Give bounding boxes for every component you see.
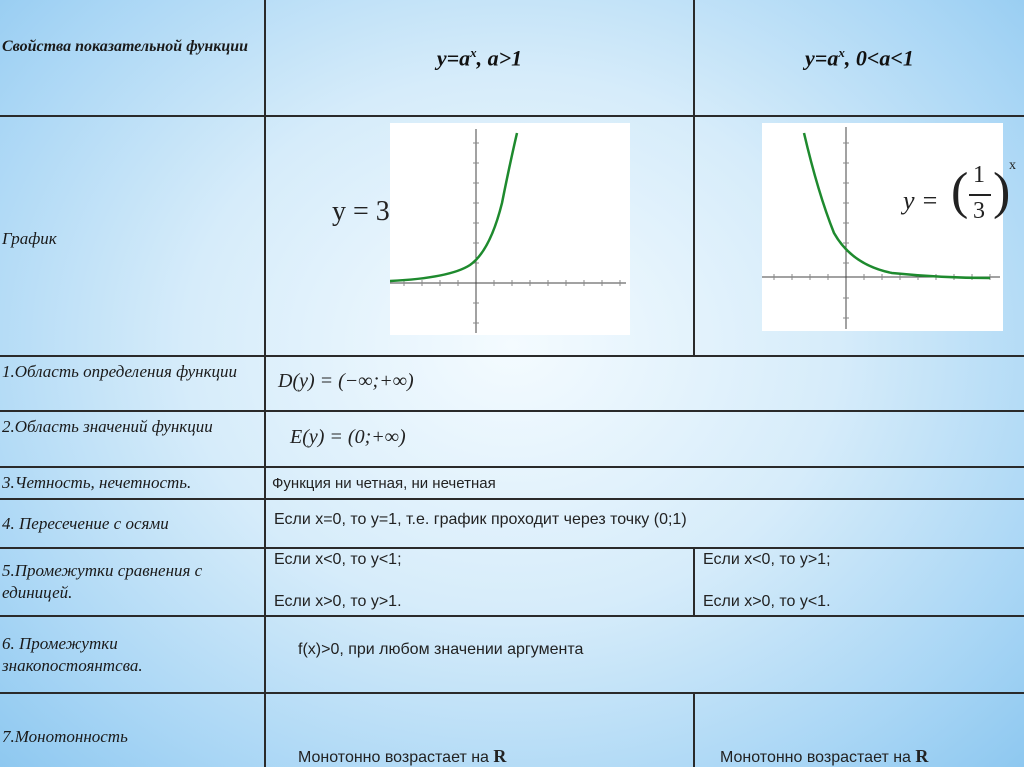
right-graph-formula-bar — [969, 194, 991, 196]
header-col3-exp: x — [838, 45, 845, 60]
row-sign-label: 6. Промежутки знакопостоянтсва. — [2, 634, 143, 675]
growing-curve — [390, 133, 517, 281]
right-graph-formula-exp: x — [1009, 158, 1016, 173]
monotony-left-value — [298, 746, 506, 767]
header-properties-label: Свойства показательной функции — [2, 38, 249, 55]
compare-left-line1: Если x<0, то y<1; — [274, 551, 402, 568]
compare-right-line1: Если x<0, то y>1; — [703, 551, 831, 568]
row-axes-label: 4. Пересечение с осями — [2, 514, 169, 533]
row-domain-label: 1.Область определения функции — [2, 362, 238, 381]
right-graph-formula-paren-open: ( — [951, 163, 969, 220]
row-sign-value: f(x)>0, при любом значении аргумента — [298, 641, 584, 658]
growing-ticks — [404, 143, 620, 323]
row-graph-label: График — [2, 229, 57, 248]
header-col2-base: y=a — [436, 45, 471, 71]
row-domain-value: D(y) = (−∞;+∞) — [278, 370, 414, 392]
row-compare-label: 5.Промежутки сравнения с единицей. — [2, 561, 203, 602]
right-graph-formula-paren-close: ) — [993, 163, 1011, 220]
row-parity-value: Функция ни четная, ни нечетная — [272, 475, 496, 492]
graph-growing-svg — [390, 123, 630, 335]
header-col3-rest: , 0<a<1 — [844, 45, 914, 71]
right-graph-formula — [903, 160, 1023, 240]
monotony-right-value — [720, 746, 928, 767]
left-graph-formula — [332, 196, 398, 228]
header-col3-base: y=a — [805, 45, 839, 71]
header-col-a-greater-1 — [266, 45, 693, 71]
compare-right-line2: Если x>0, то y<1. — [703, 593, 831, 610]
monotony-right-prefix: Монотонно возрастает на — [720, 749, 916, 766]
row-range-label: 2.Область значений функции — [2, 417, 213, 436]
header-col-a-less-1 — [695, 45, 1024, 71]
graph-growing-exponential — [390, 123, 630, 335]
monotony-right-set: R — [915, 746, 929, 766]
growing-axes — [390, 129, 626, 333]
header-col2-rest: , a>1 — [476, 45, 523, 71]
row-axes-value: Если x=0, то y=1, т.е. график проходит через точку (0;1) — [274, 511, 687, 528]
row-parity-label: 3.Четность, нечетность. — [2, 473, 192, 492]
row-range-value: E(y) = (0;+∞) — [290, 426, 406, 448]
monotony-left-set: R — [493, 746, 507, 766]
header-col2-exp: x — [470, 45, 477, 60]
right-graph-formula-lhs: y = — [903, 186, 939, 215]
monotony-left-prefix: Монотонно возрастает на — [298, 749, 494, 766]
row-monotony-label: 7.Монотонность — [2, 727, 128, 746]
compare-left-line2: Если x>0, то y>1. — [274, 593, 402, 610]
right-graph-formula-num: 1 — [973, 162, 985, 188]
left-graph-formula-base: y = 3 — [332, 196, 390, 227]
right-graph-formula-den: 3 — [973, 198, 985, 224]
